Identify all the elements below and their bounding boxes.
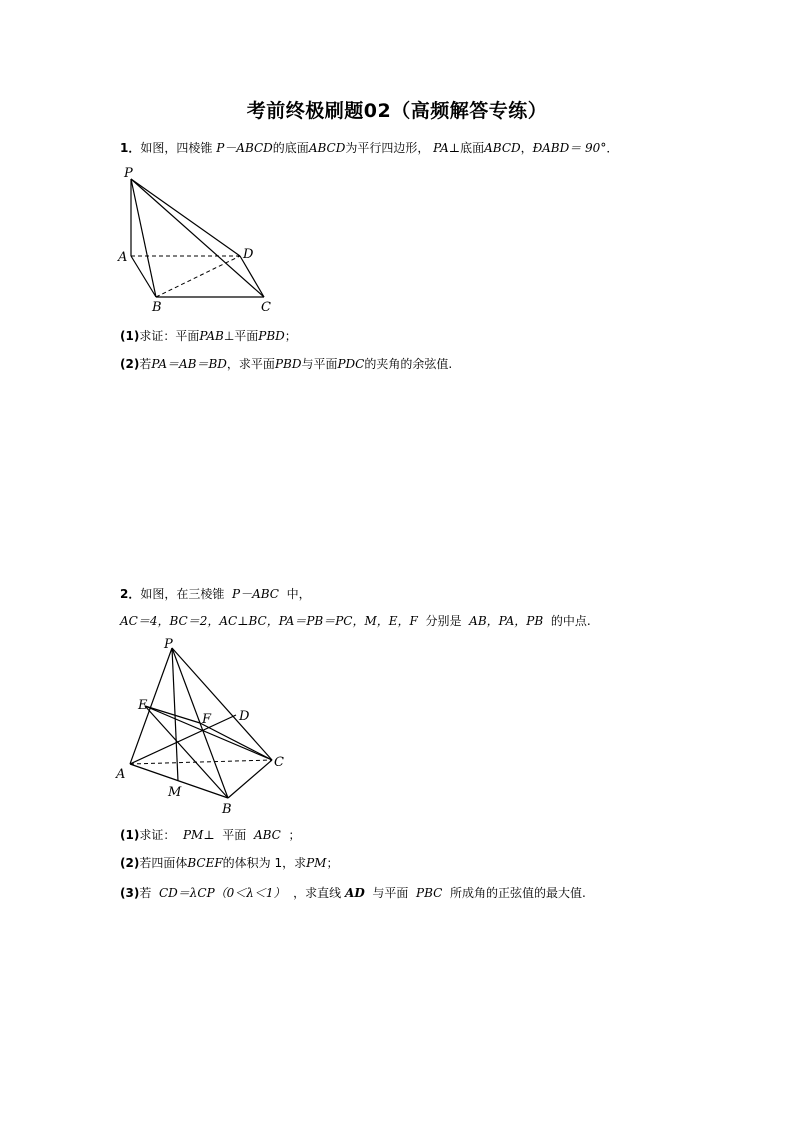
problem-2-question-3: (3)若 CD＝λCP（0＜λ＜1） ，求直线 AD 与平面 PBC 所成角的正弦值的最大值. bbox=[120, 886, 586, 900]
problem-2-question-2: (2)若四面体BCEF的体积为 1，求PM； bbox=[120, 856, 339, 870]
problem-2-number: 2． bbox=[120, 587, 141, 601]
label-F: F bbox=[202, 712, 212, 727]
edge-PA bbox=[130, 648, 172, 764]
hidden-edge-BD bbox=[156, 256, 240, 297]
edge-BC bbox=[228, 760, 272, 798]
label-A: A bbox=[116, 767, 126, 782]
label-D: D bbox=[239, 709, 250, 724]
label-B: B bbox=[152, 300, 162, 315]
vector-equation: CD＝λCP（0＜λ＜1） bbox=[158, 886, 286, 900]
edge-PD bbox=[131, 179, 240, 256]
problem-1-question-2: (2)若PA＝AB＝BD，求平面PBD与平面PDC的夹角的余弦值. bbox=[120, 357, 453, 371]
label-P: P bbox=[124, 166, 133, 181]
edge-PC bbox=[131, 179, 264, 297]
problem-1-question-1: (1)求证：平面PAB⊥平面PBD； bbox=[120, 329, 297, 343]
figure-1-quadrangular-pyramid bbox=[110, 160, 290, 320]
problem-2-conditions: AC＝4，BC＝2，AC⊥BC，PA＝PB＝PC，M，E，F 分别是 AB，PA，PB 的中点. bbox=[120, 614, 591, 628]
problem-1-number: 1． bbox=[120, 141, 141, 155]
label-E: E bbox=[138, 698, 148, 713]
hidden-edge-AC bbox=[130, 760, 272, 764]
edge-PB bbox=[131, 179, 156, 297]
label-C: C bbox=[261, 300, 271, 315]
label-M: M bbox=[168, 785, 182, 800]
edge-PC bbox=[172, 648, 272, 760]
label-P: P bbox=[164, 637, 173, 652]
problem-2-statement: 2．如图，在三棱锥 P－ABC 中， bbox=[120, 587, 311, 601]
figure-2-triangular-pyramid bbox=[110, 630, 300, 820]
segment-FC bbox=[200, 723, 272, 760]
edge-CD bbox=[240, 256, 264, 297]
problem-1-statement: 1．如图，四棱锥 P－ABCD的底面ABCD为平行四边形， PA⊥底面ABCD，ÐABD＝ 90°． bbox=[120, 141, 619, 155]
label-B: B bbox=[222, 802, 232, 817]
label-A: A bbox=[118, 250, 128, 265]
page-title: 考前终极刷题02（高频解答专练） bbox=[246, 100, 548, 122]
label-D: D bbox=[243, 247, 254, 262]
problem-2-question-1: (1)求证： PM⊥ 平面 ABC ； bbox=[120, 828, 301, 842]
label-C: C bbox=[274, 755, 284, 770]
